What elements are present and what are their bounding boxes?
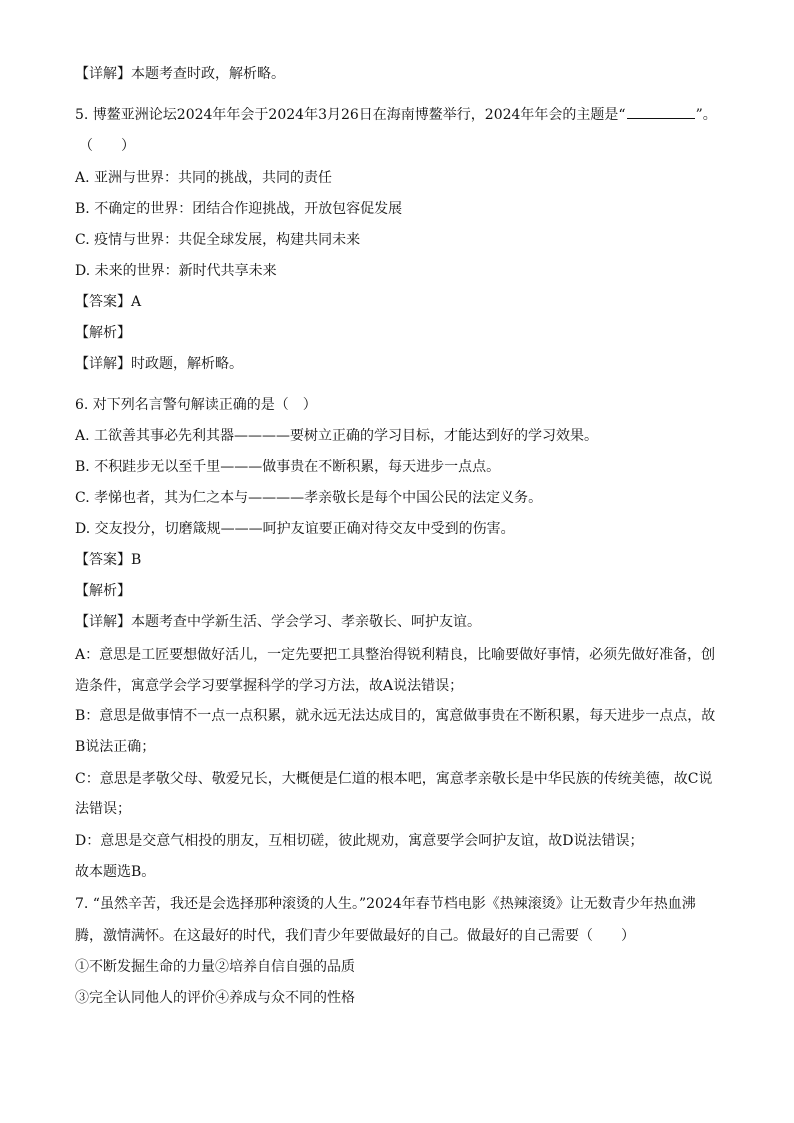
q7-items-1: ①不断发掘生命的力量②培养自信自强的品质	[75, 959, 355, 975]
q6-option-d: D. 交友投分，切磨箴规———呵护友谊要正确对待交友中受到的伤害。	[75, 521, 515, 537]
q6-option-a: A. 工欲善其事必先利其器————要树立正确的学习目标，才能达到好的学习效果。	[75, 428, 599, 444]
q5-stem-text: 5. 博鳌亚洲论坛2024年年会于2024年3月26日在海南博鳌举行，2024年年会的主题是“	[75, 107, 626, 123]
q5-stem-end: ”。	[695, 107, 717, 123]
q6-option-c: C. 孝悌也者，其为仁之本与————孝亲敬长是每个中国公民的法定义务。	[75, 490, 543, 506]
q6-explain-b-1: B：意思是做事情不一点一点积累，就永远无法达成目的，寓意做事贵在不断积累，每天进步一点点，故	[75, 708, 716, 724]
q5-stem	[75, 105, 717, 125]
q7-items-2: ③完全认同他人的评价④养成与众不同的性格	[75, 990, 355, 1006]
q6-analysis-detail: 【详解】本题考查中学新生活、学会学习、孝亲敬长、呵护友谊。	[75, 614, 481, 630]
q5-option-a: A. 亚洲与世界：共同的挑战，共同的责任	[75, 170, 333, 186]
q6-explain-b-2: B说法正确；	[75, 739, 156, 755]
q6-conclusion: 故本题选B。	[75, 864, 156, 880]
q6-analysis-label: 【解析】	[75, 583, 131, 599]
q6-explain-c-2: 法错误；	[75, 801, 131, 817]
answer-blank	[627, 106, 695, 119]
q6-explain-c-1: C：意思是孝敬父母、敬爱兄长，大概便是仁道的根本吧，寓意孝亲敬长是中华民族的传统美德，故C说	[75, 771, 713, 787]
q6-stem: 6. 对下列名言警句解读正确的是（ ）	[75, 397, 317, 413]
q5-option-b: B. 不确定的世界：团结合作迎挑战，开放包容促发展	[75, 201, 403, 217]
q7-stem-2: 腾，激情满怀。在这最好的时代，我们青少年要做最好的自己。做最好的自己需要（ ）	[75, 928, 635, 944]
q5-analysis-detail: 【详解】时政题，解析略。	[75, 356, 243, 372]
q6-explain-a-1: A：意思是工匠要想做好活儿，一定先要把工具整治得锐利精良，比喻要做好事情，必须先做好准备，创	[75, 647, 716, 663]
q5-option-d: D. 未来的世界：新时代共享未来	[75, 263, 277, 279]
q4-analysis-detail: 【详解】本题考查时政，解析略。	[75, 66, 285, 82]
q6-explain-a-2: 造条件，寓意学会学习要掌握科学的学习方法，故A说法错误；	[75, 678, 464, 694]
q5-option-c: C. 疫情与世界：共促全球发展，构建共同未来	[75, 232, 361, 248]
q5-analysis-label: 【解析】	[75, 325, 131, 341]
q7-stem-1: 7. “虽然辛苦，我还是会选择那种滚烫的人生。”2024年春节档电影《热辣滚烫》让无数青少年热血沸	[75, 896, 696, 912]
q5-answer: 【答案】A	[75, 294, 142, 310]
q5-answer-paren: （ ）	[79, 138, 135, 154]
q6-option-b: B. 不积跬步无以至千里———做事贵在不断积累，每天进步一点点。	[75, 459, 501, 475]
q6-explain-d: D：意思是交意气相投的朋友，互相切磋，彼此规劝，寓意要学会呵护友谊，故D说法错误；	[75, 833, 644, 849]
q6-answer: 【答案】B	[75, 552, 142, 568]
